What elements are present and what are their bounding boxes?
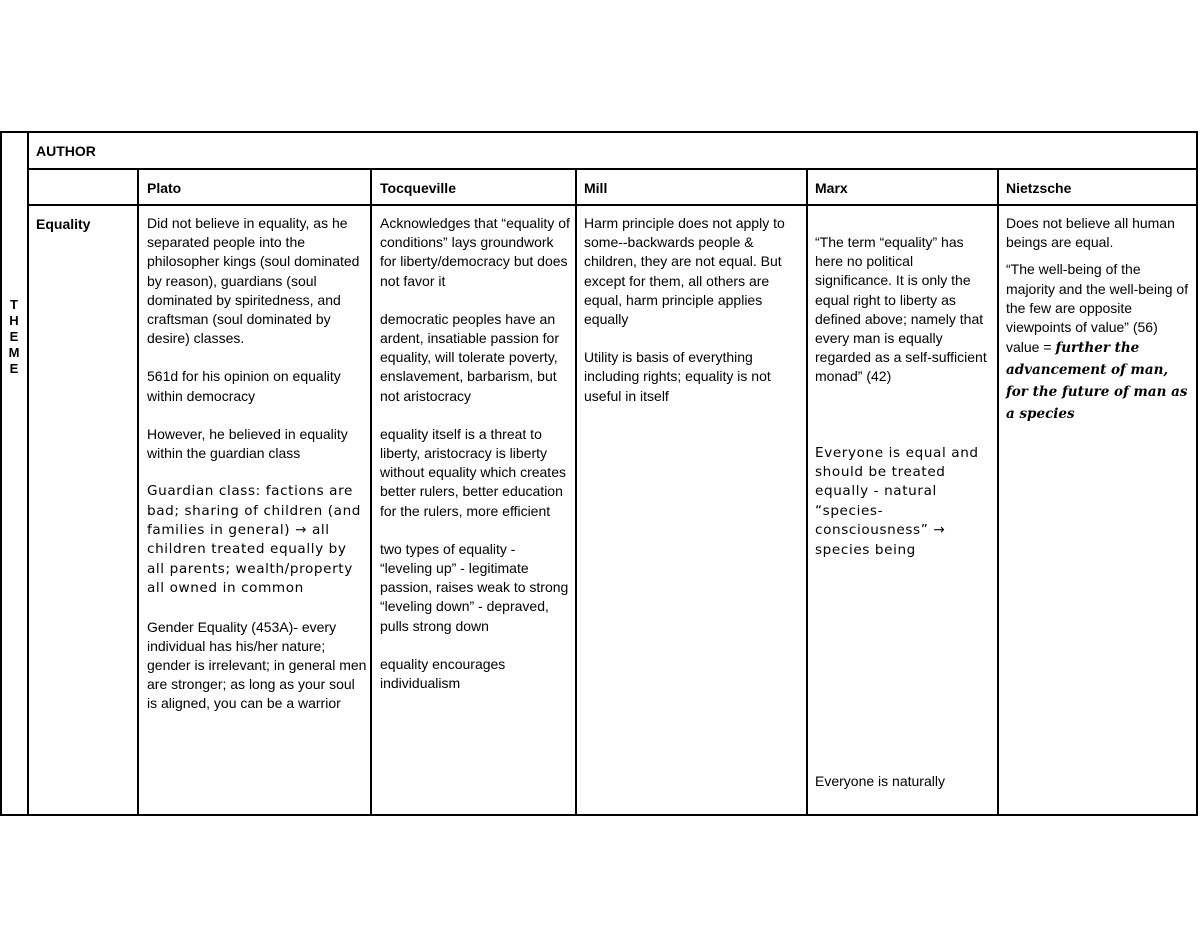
theme-divider (27, 131, 29, 816)
theme-letter: M (8, 345, 20, 360)
tocqueville-paragraph: two types of equality - “leveling up” - legitimate passion, raises weak to strong “leveling down” - depraved, pulls strong down (380, 540, 569, 634)
tocqueville-paragraph: democratic peoples have an ardent, insatiable passion for equality, will tolerate poverty, enslavement, barbarism, but not aristocracy (380, 310, 559, 404)
table-border-right (1196, 131, 1198, 816)
column-header-plato: Plato (147, 180, 182, 196)
theme-letter: E (9, 361, 19, 376)
marx-paragraph: Everyone is naturally (815, 773, 945, 789)
nietzsche-value (1006, 337, 1192, 425)
tocqueville-paragraph: equality encourages individualism (380, 655, 506, 692)
table-border-left (0, 131, 2, 816)
col-divider-1 (137, 168, 139, 816)
mill-cell (584, 214, 796, 406)
plato-paragraph: Did not believe in equality, as he separated people into the philosopher kings (soul dominated by reason), guardians (soul dominated by spiritedness, and craftsman (soul dominated by desire) classes. (147, 215, 360, 347)
tocqueville-paragraph: equality itself is a threat to liberty, aristocracy is liberty without equality which creates better rulers, better education for the rulers, more efficient (380, 425, 566, 519)
nietzsche-paragraph: Does not believe all human beings are equal. (1006, 215, 1175, 251)
plato-paragraph: Guardian class: factions are bad; sharing of children (and families in general) → all children treated equally by all parents; wealth/property all owned in common (147, 483, 362, 597)
col-divider-4 (806, 168, 808, 816)
column-header-mill: Mill (584, 180, 608, 196)
author-header: AUTHOR (36, 143, 96, 159)
plato-paragraph: Gender Equality (453A)- every individual has his/her nature; gender is irrelevant; in general men are stronger; as long as your soul is aligned, you can be a warrior (147, 618, 367, 712)
col-divider-5 (997, 168, 999, 816)
nietzsche-value-italic: further the advancement of man, for the future of man as a species (1006, 340, 1188, 423)
marx-quote: “The term “equality” has here no political significance. It is only the equal right to liberty as defined above; namely that every man is equally regarded as a self-sufficient monad” (42) (815, 234, 987, 385)
column-header-marx: Marx (815, 180, 848, 196)
theme-letter: H (9, 313, 19, 328)
plato-cell (147, 214, 367, 714)
tocqueville-cell (380, 214, 570, 693)
row-label-equality: Equality (36, 216, 91, 232)
col-divider-3 (575, 168, 577, 816)
col-divider-2 (370, 168, 372, 816)
nietzsche-cell (1006, 214, 1192, 425)
column-header-tocqueville: Tocqueville (380, 180, 456, 196)
marx-cell (815, 233, 993, 789)
nietzsche-quote: “The well-being of the majority and the well-being of the few are opposite viewpoints of value” (56) (1006, 261, 1189, 336)
theme-letter: T (10, 297, 18, 312)
mill-paragraph: Harm principle does not apply to some--backwards people & children, they are not equal. But except for them, all others are equal, harm principle applies equally (584, 215, 785, 328)
table-border-bottom (0, 814, 1198, 816)
theme-letter: E (9, 329, 19, 344)
table-border-top (0, 131, 1198, 133)
plato-paragraph: However, he believed in equality within the guardian class (147, 425, 348, 462)
header-row-divider (27, 204, 1198, 206)
tocqueville-paragraph: Acknowledges that “equality of conditions” lays groundwork for liberty/democracy but does not favor it (380, 215, 570, 289)
mill-paragraph: Utility is basis of everything including rights; equality is not useful in itself (584, 349, 771, 404)
column-header-nietzsche: Nietzsche (1006, 180, 1072, 196)
marx-paragraph: Everyone is equal and should be treated equally - natural “species-consciousness” → species being (815, 444, 979, 558)
author-row-divider (27, 168, 1198, 170)
plato-paragraph: 561d for his opinion on equality within democracy (147, 368, 341, 404)
nietzsche-value-prefix: value = (1006, 339, 1056, 356)
